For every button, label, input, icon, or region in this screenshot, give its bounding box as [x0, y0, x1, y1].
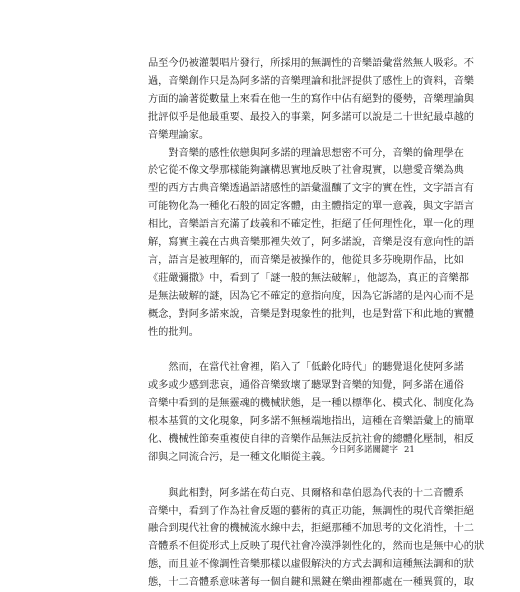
- text-line: 化、機械性節奏重複使自律的音樂作品無法反抗社會的總體化壓制，相反: [148, 433, 474, 445]
- text-line: [148, 467, 406, 485]
- text-line: 與此相對，阿多諾在荀白克、貝爾格和韋伯恩為代表的十二音體系: [148, 487, 464, 499]
- text-line: 音體系不但從形式上反映了現代社會冷漠淨剝性化的，然而也是無中心的狀: [148, 541, 485, 553]
- text-line: 或多或少感到悲哀，通俗音樂致壞了聽眾對音樂的知覺，阿多諾在通俗: [148, 380, 464, 392]
- text-line: 可能物化為一種化石般的固定客體，由主體指定的單一意義，與文字語言: [148, 201, 474, 213]
- text-line: 根本基質的文化現象，阿多諾不無極端地指出，這種在音樂語彙上的簡單: [148, 416, 474, 427]
- text-line: 言，語言是被理解的，而音樂是被操作的，他從貝多芬晚期作品，比如: [148, 254, 464, 266]
- text-line: 概念，對阿多諾來說，音樂是對現象性的批判，也是對當下和此地的實體: [148, 308, 474, 320]
- text-line: 態，而且並不像調性音樂那樣以虛假解決的方式去調和這種無法調和的狀: [148, 559, 474, 571]
- text-line: 態，十二音體系意味著每一個自鍵和黑鍵在樂曲裡都處在一種異質的，取: [148, 577, 474, 589]
- text-line: 《莊嚴彌撒》中，看到了「謎一般的無法破解」，他認為，真正的音樂都: [148, 272, 469, 284]
- text-line: 品至今仍被灌製唱片發行，所採用的無調性的音樂語彙當然無人吸彩。不: [148, 58, 474, 69]
- text-line: 音樂理論家。: [148, 129, 210, 141]
- text-line: 於它從不像文學那樣能夠讓構思實地反映了社會現實，以戀愛音樂為典: [148, 165, 464, 177]
- text-line: 相比，音樂語言充滿了歧義和不確定性，拒絕了任何理性化，單一化的理: [148, 219, 474, 231]
- text-line: 音樂中看到的是無靈魂的機械狀態，是一種以標準化、模式化、制度化為: [148, 398, 474, 410]
- text-line: [148, 341, 406, 359]
- text-line: 卻與之同流合污，是一種文化順從主義。: [148, 451, 332, 463]
- page-footer: [330, 444, 415, 456]
- text-line: 型的西方古典音樂透過語諸感性的語彙溫釀了文字的實在性，文字語言有: [148, 183, 474, 195]
- text-line: 音樂中，看到了作為社會反題的藝術的真正功能，無調性的現代音樂拒絕: [148, 505, 474, 517]
- text-line: 批評似乎是他最重要、最投入的事業，阿多諾可以說是二十世紀最卓越的: [148, 111, 474, 123]
- text-line: 是無法破解的謎，因為它不確定的意指向度，因為它訴諸的是內心而不是: [148, 290, 474, 302]
- running-footer-title: 今日阿多諾關鍵字: [330, 445, 399, 455]
- text-line: 融合到現代社會的機械流水線中去，拒絕那種不加思考的文化消性，十二: [148, 523, 474, 535]
- text-line: 解，寫實主義在古典音樂那裡失效了，阿多諾說，音樂是沒有意向性的語: [148, 237, 474, 248]
- page-number: 21: [404, 445, 415, 455]
- text-line: 對音樂的感性依戀與阿多諾的理論思想密不可分，音樂的倫理學在: [148, 147, 464, 159]
- text-line: 性的批判。: [148, 326, 199, 338]
- text-line: 過，音樂創作只是為阿多諾的音樂理論和批評提供了感性上的資料，音樂: [148, 75, 474, 87]
- text-line: 然而，在當代社會裡，陷入了「低齡化時代」的聽覺退化使阿多諾: [148, 362, 464, 374]
- text-line: 方面的論著從數量上來看在他一生的寫作中佔有絕對的優勢，音樂理論與: [148, 93, 474, 105]
